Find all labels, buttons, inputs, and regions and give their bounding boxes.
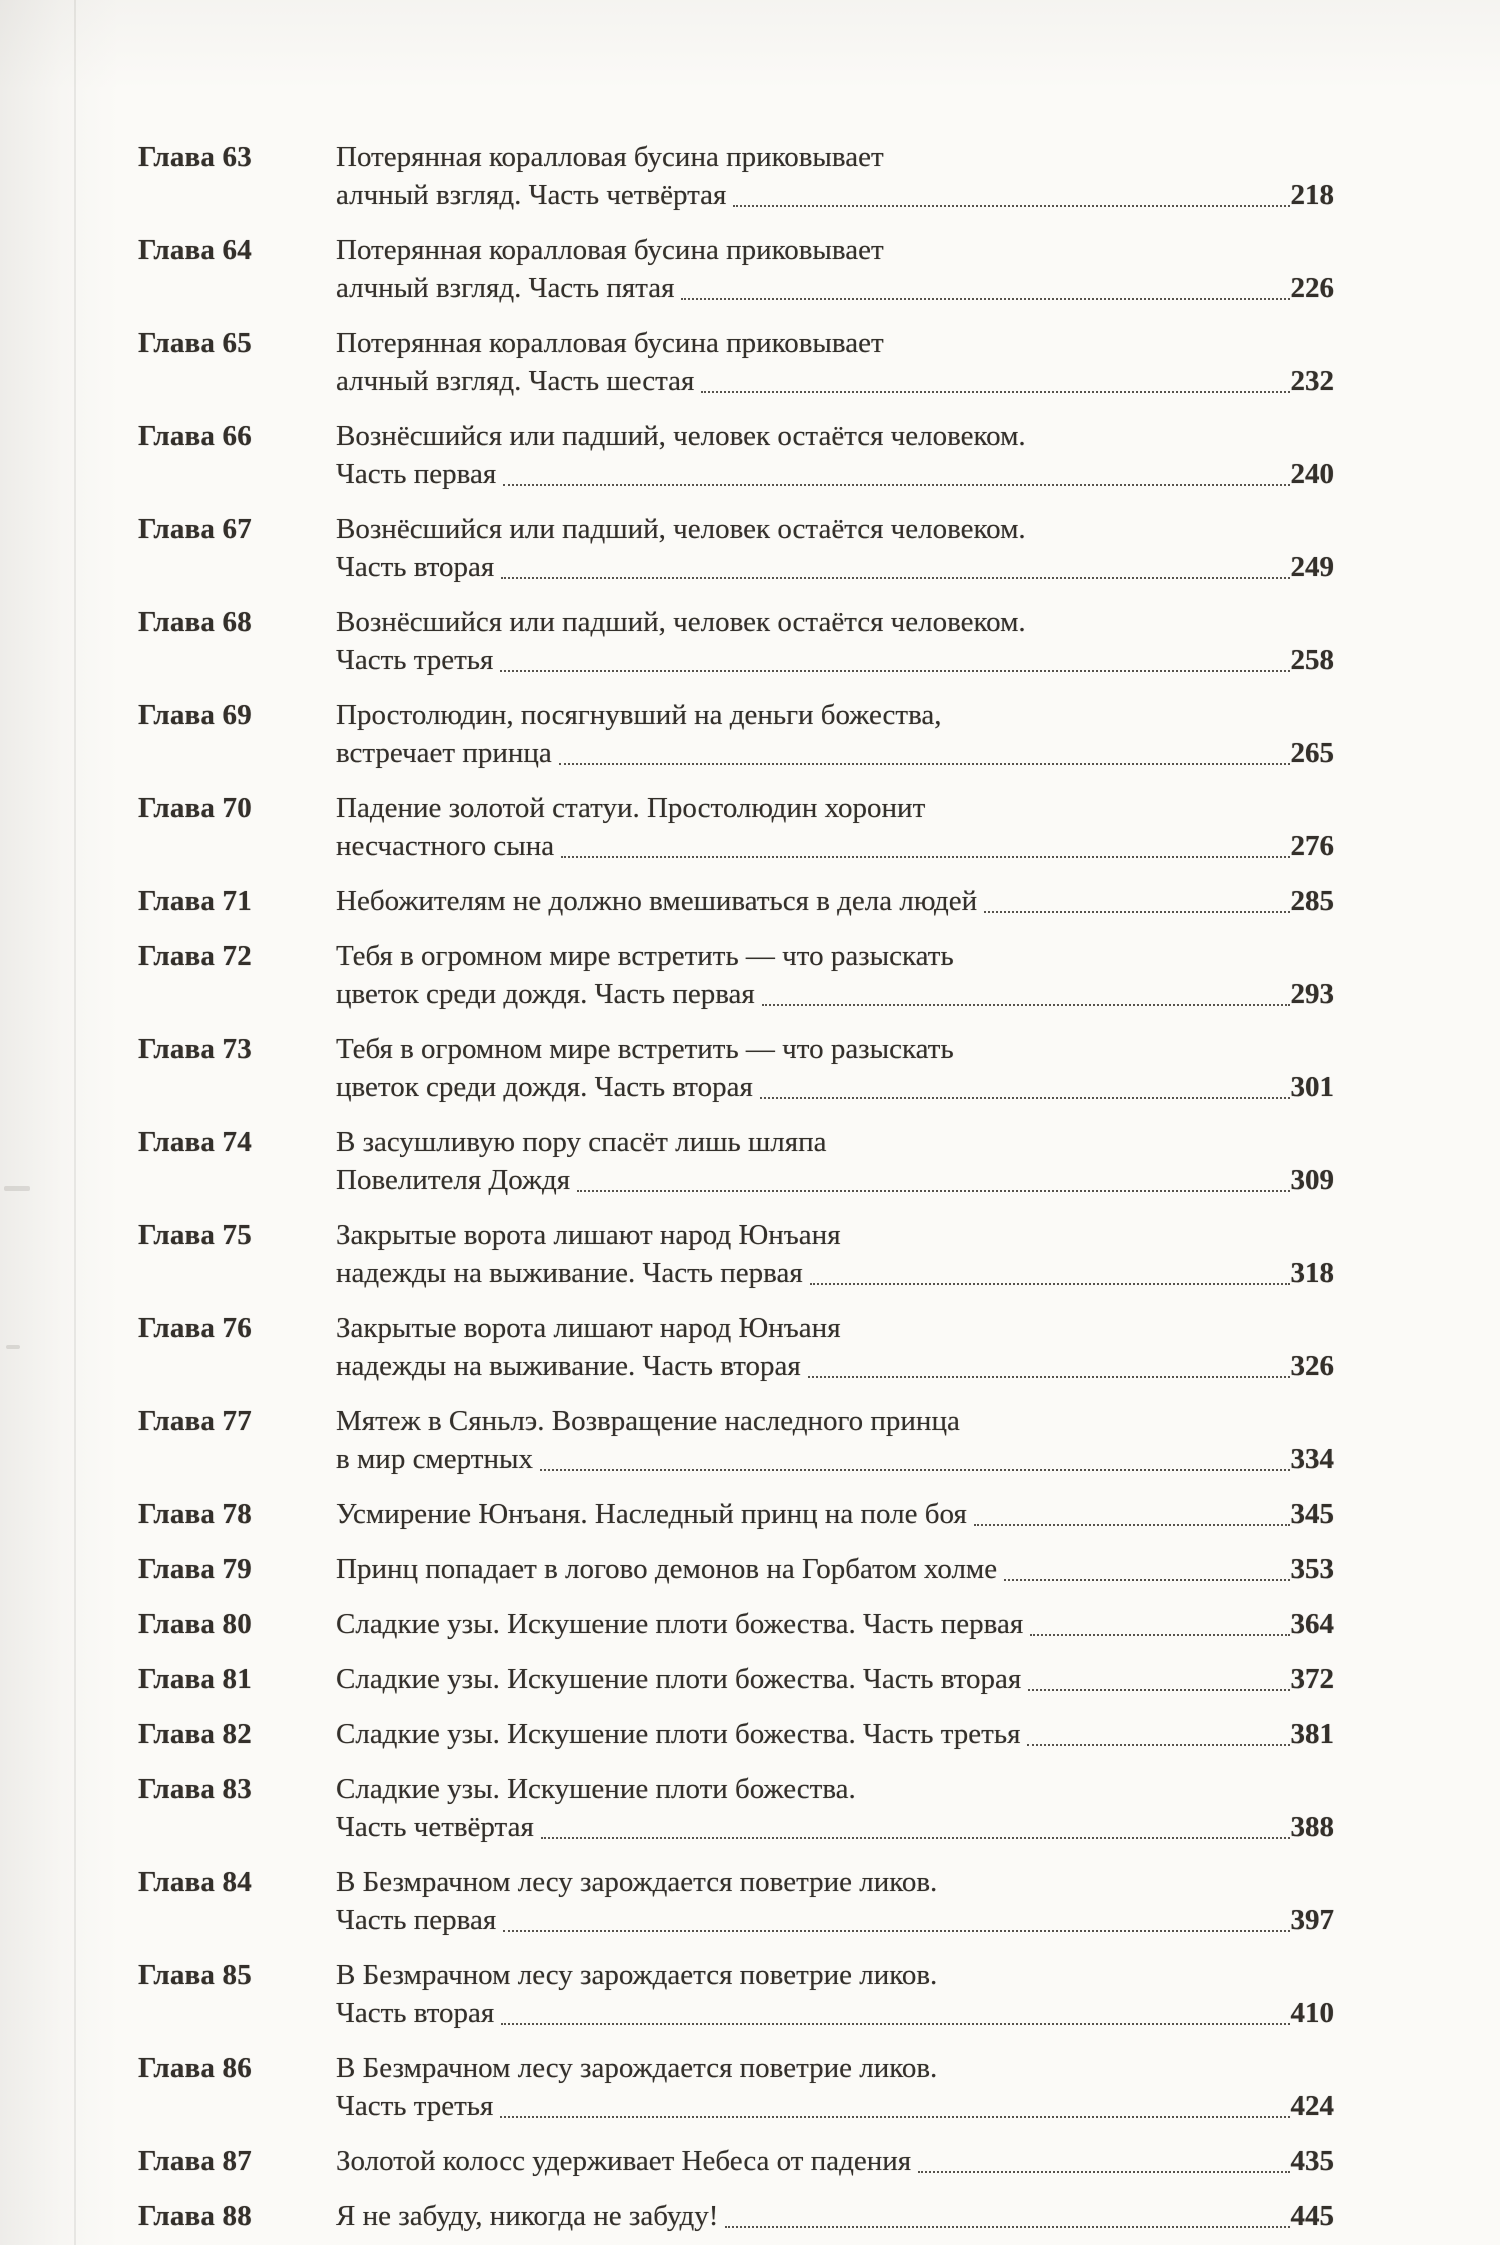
toc-entry bbox=[138, 417, 1334, 493]
toc-entry bbox=[138, 138, 1334, 214]
title-line bbox=[336, 1495, 1334, 1533]
page-number: 318 bbox=[1290, 1257, 1334, 1289]
toc-entry bbox=[138, 1770, 1334, 1846]
dot-leader bbox=[1030, 1634, 1289, 1636]
chapter-label: Глава 63 bbox=[138, 141, 252, 173]
entry-title bbox=[336, 1605, 1334, 1643]
chapter-label: Глава 67 bbox=[138, 513, 252, 545]
page-number: 424 bbox=[1290, 2090, 1334, 2122]
entry-title bbox=[336, 937, 1334, 1013]
title-line bbox=[336, 1347, 1334, 1385]
dot-leader bbox=[503, 1930, 1289, 1932]
toc-entry bbox=[138, 2197, 1334, 2235]
entry-title bbox=[336, 1123, 1334, 1199]
scan-artifact bbox=[4, 1186, 30, 1191]
scan-artifact bbox=[6, 1345, 20, 1349]
dot-leader bbox=[810, 1283, 1290, 1285]
page-number: 381 bbox=[1290, 1718, 1334, 1750]
entry-title bbox=[336, 2197, 1334, 2235]
dot-leader bbox=[500, 670, 1289, 672]
toc-entry bbox=[138, 1402, 1334, 1478]
entry-title bbox=[336, 1770, 1334, 1846]
entry-title bbox=[336, 882, 1334, 920]
page-number: 353 bbox=[1290, 1553, 1334, 1585]
title-line bbox=[336, 1901, 1334, 1939]
toc-entry bbox=[138, 1715, 1334, 1753]
page-number: 240 bbox=[1290, 458, 1334, 490]
entry-title bbox=[336, 696, 1334, 772]
title-line: Мятеж в Сяньлэ. Возвращение наследного принца bbox=[336, 1405, 960, 1437]
dot-leader bbox=[681, 298, 1289, 300]
title-text: Усмирение Юнъаня. Наследный принц на поле боя bbox=[336, 1498, 967, 1530]
page-number: 265 bbox=[1290, 737, 1334, 769]
title-line bbox=[336, 1994, 1334, 2032]
page-number: 345 bbox=[1290, 1498, 1334, 1530]
title-text: встречает принца bbox=[336, 737, 552, 769]
toc-entry bbox=[138, 2049, 1334, 2125]
entry-title bbox=[336, 138, 1334, 214]
title-line: Потерянная коралловая бусина приковывает bbox=[336, 234, 884, 266]
title-text: Часть вторая bbox=[336, 551, 495, 583]
dot-leader bbox=[984, 911, 1289, 913]
entry-title bbox=[336, 1956, 1334, 2032]
entry-title bbox=[336, 1550, 1334, 1588]
chapter-label: Глава 79 bbox=[138, 1553, 252, 1585]
title-text: Часть третья bbox=[336, 644, 494, 676]
toc-entry bbox=[138, 324, 1334, 400]
page-number: 410 bbox=[1290, 1997, 1334, 2029]
title-line: Вознёсшийся или падший, человек остаётся человеком. bbox=[336, 606, 1026, 638]
page-number: 435 bbox=[1290, 2145, 1334, 2177]
page-number: 388 bbox=[1290, 1811, 1334, 1843]
dot-leader bbox=[918, 2171, 1289, 2173]
chapter-label: Глава 85 bbox=[138, 1959, 252, 1991]
title-text: Повелителя Дождя bbox=[336, 1164, 571, 1196]
dot-leader bbox=[762, 1004, 1290, 1006]
dot-leader bbox=[808, 1376, 1290, 1378]
title-text: надежды на выживание. Часть вторая bbox=[336, 1350, 801, 1382]
title-text: Принц попадает в логово демонов на Горбатом холме bbox=[336, 1553, 998, 1585]
toc-entry bbox=[138, 510, 1334, 586]
page-number: 258 bbox=[1290, 644, 1334, 676]
page-number: 218 bbox=[1290, 179, 1334, 211]
toc-entry bbox=[138, 1495, 1334, 1533]
chapter-label: Глава 73 bbox=[138, 1033, 252, 1065]
chapter-label: Глава 80 bbox=[138, 1608, 252, 1640]
title-line bbox=[336, 1254, 1334, 1292]
dot-leader bbox=[1028, 1689, 1289, 1691]
title-line bbox=[336, 734, 1334, 772]
title-text: цветок среди дождя. Часть первая bbox=[336, 978, 755, 1010]
chapter-label: Глава 82 bbox=[138, 1718, 252, 1750]
title-line: Закрытые ворота лишают народ Юнъаня bbox=[336, 1312, 841, 1344]
dot-leader bbox=[561, 856, 1289, 858]
toc-entry bbox=[138, 1956, 1334, 2032]
chapter-label: Глава 71 bbox=[138, 885, 252, 917]
toc-entry bbox=[138, 789, 1334, 865]
title-text: Сладкие узы. Искушение плоти божества. Часть первая bbox=[336, 1608, 1024, 1640]
page-number: 301 bbox=[1290, 1071, 1334, 1103]
title-text: Небожителям не должно вмешиваться в дела людей bbox=[336, 885, 978, 917]
title-line bbox=[336, 1161, 1334, 1199]
title-line: Тебя в огромном мире встретить — что разыскать bbox=[336, 1033, 954, 1065]
title-line: В Безмрачном лесу зарождается поветрие ликов. bbox=[336, 2052, 938, 2084]
title-text: алчный взгляд. Часть шестая bbox=[336, 365, 695, 397]
entry-title bbox=[336, 231, 1334, 307]
toc-entry bbox=[138, 696, 1334, 772]
page-number: 372 bbox=[1290, 1663, 1334, 1695]
title-line bbox=[336, 455, 1334, 493]
title-text: Сладкие узы. Искушение плоти божества. Часть вторая bbox=[336, 1663, 1022, 1695]
title-text: Я не забуду, никогда не забуду! bbox=[336, 2200, 719, 2232]
page-number: 293 bbox=[1290, 978, 1334, 1010]
title-line bbox=[336, 548, 1334, 586]
title-line bbox=[336, 882, 1334, 920]
dot-leader bbox=[500, 2116, 1289, 2118]
title-line bbox=[336, 269, 1334, 307]
title-line: В Безмрачном лесу зарождается поветрие ликов. bbox=[336, 1959, 938, 1991]
entry-title bbox=[336, 1863, 1334, 1939]
title-line bbox=[336, 2087, 1334, 2125]
page-number: 326 bbox=[1290, 1350, 1334, 1382]
title-line: В Безмрачном лесу зарождается поветрие ликов. bbox=[336, 1866, 938, 1898]
title-text: цветок среди дождя. Часть вторая bbox=[336, 1071, 753, 1103]
page-number: 309 bbox=[1290, 1164, 1334, 1196]
title-line bbox=[336, 176, 1334, 214]
chapter-label: Глава 74 bbox=[138, 1126, 252, 1158]
entry-title bbox=[336, 603, 1334, 679]
dot-leader bbox=[503, 484, 1289, 486]
entry-title bbox=[336, 510, 1334, 586]
dot-leader bbox=[725, 2226, 1289, 2228]
toc-entry bbox=[138, 1660, 1334, 1698]
chapter-label: Глава 69 bbox=[138, 699, 252, 731]
dot-leader bbox=[733, 205, 1289, 207]
title-text: Часть третья bbox=[336, 2090, 494, 2122]
toc-entry bbox=[138, 882, 1334, 920]
chapter-label: Глава 87 bbox=[138, 2145, 252, 2177]
page-number: 445 bbox=[1290, 2200, 1334, 2232]
toc-entry bbox=[138, 1863, 1334, 1939]
title-line: Простолюдин, посягнувший на деньги божества, bbox=[336, 699, 942, 731]
title-text: в мир смертных bbox=[336, 1443, 533, 1475]
title-line bbox=[336, 827, 1334, 865]
title-line: Потерянная коралловая бусина приковывает bbox=[336, 327, 884, 359]
title-line bbox=[336, 1660, 1334, 1698]
title-text: алчный взгляд. Часть четвёртая bbox=[336, 179, 727, 211]
toc-entry bbox=[138, 1123, 1334, 1199]
chapter-label: Глава 86 bbox=[138, 2052, 252, 2084]
chapter-label: Глава 88 bbox=[138, 2200, 252, 2232]
dot-leader bbox=[540, 1469, 1290, 1471]
title-line bbox=[336, 1550, 1334, 1588]
dot-leader bbox=[559, 763, 1290, 765]
title-text: Часть четвёртая bbox=[336, 1811, 534, 1843]
entry-title bbox=[336, 417, 1334, 493]
title-text: надежды на выживание. Часть первая bbox=[336, 1257, 803, 1289]
chapter-label: Глава 83 bbox=[138, 1773, 252, 1805]
chapter-label: Глава 70 bbox=[138, 792, 252, 824]
title-line bbox=[336, 1605, 1334, 1643]
page-number: 334 bbox=[1290, 1443, 1334, 1475]
title-line bbox=[336, 641, 1334, 679]
toc-entry bbox=[138, 1216, 1334, 1292]
chapter-label: Глава 75 bbox=[138, 1219, 252, 1251]
entry-title bbox=[336, 2142, 1334, 2180]
title-text: алчный взгляд. Часть пятая bbox=[336, 272, 675, 304]
dot-leader bbox=[501, 577, 1289, 579]
toc-entry bbox=[138, 1030, 1334, 1106]
title-line: Тебя в огромном мире встретить — что разыскать bbox=[336, 940, 954, 972]
scan-gutter-shadow bbox=[74, 0, 76, 2245]
title-line: В засушливую пору спасёт лишь шляпа bbox=[336, 1126, 827, 1158]
chapter-label: Глава 81 bbox=[138, 1663, 252, 1695]
toc-entry bbox=[138, 231, 1334, 307]
toc-entry bbox=[138, 937, 1334, 1013]
table-of-contents bbox=[138, 138, 1334, 2245]
entry-title bbox=[336, 1309, 1334, 1385]
title-line bbox=[336, 1440, 1334, 1478]
title-text: Часть первая bbox=[336, 1904, 497, 1936]
title-text: Часть вторая bbox=[336, 1997, 495, 2029]
entry-title bbox=[336, 324, 1334, 400]
entry-title bbox=[336, 1030, 1334, 1106]
toc-entry bbox=[138, 1550, 1334, 1588]
entry-title bbox=[336, 1495, 1334, 1533]
title-line bbox=[336, 1715, 1334, 1753]
chapter-label: Глава 65 bbox=[138, 327, 252, 359]
dot-leader bbox=[974, 1524, 1290, 1526]
entry-title bbox=[336, 1715, 1334, 1753]
title-line: Вознёсшийся или падший, человек остаётся человеком. bbox=[336, 420, 1026, 452]
chapter-label: Глава 68 bbox=[138, 606, 252, 638]
page-number: 249 bbox=[1290, 551, 1334, 583]
title-line: Закрытые ворота лишают народ Юнъаня bbox=[336, 1219, 841, 1251]
page-number: 276 bbox=[1290, 830, 1334, 862]
entry-title bbox=[336, 2049, 1334, 2125]
title-line bbox=[336, 362, 1334, 400]
dot-leader bbox=[501, 2023, 1289, 2025]
entry-title bbox=[336, 1660, 1334, 1698]
title-line bbox=[336, 1808, 1334, 1846]
title-line bbox=[336, 2197, 1334, 2235]
chapter-label: Глава 77 bbox=[138, 1405, 252, 1437]
toc-entry bbox=[138, 603, 1334, 679]
page-number: 226 bbox=[1290, 272, 1334, 304]
chapter-label: Глава 64 bbox=[138, 234, 252, 266]
dot-leader bbox=[1004, 1579, 1289, 1581]
dot-leader bbox=[577, 1190, 1289, 1192]
chapter-label: Глава 78 bbox=[138, 1498, 252, 1530]
title-line: Потерянная коралловая бусина приковывает bbox=[336, 141, 884, 173]
title-line bbox=[336, 975, 1334, 1013]
chapter-label: Глава 66 bbox=[138, 420, 252, 452]
title-text: Золотой колосс удерживает Небеса от падения bbox=[336, 2145, 912, 2177]
entry-title bbox=[336, 789, 1334, 865]
dot-leader bbox=[760, 1097, 1290, 1099]
chapter-label: Глава 72 bbox=[138, 940, 252, 972]
page-number: 285 bbox=[1290, 885, 1334, 917]
dot-leader bbox=[541, 1837, 1290, 1839]
toc-entry bbox=[138, 1605, 1334, 1643]
toc-entry bbox=[138, 2142, 1334, 2180]
page-number: 397 bbox=[1290, 1904, 1334, 1936]
title-line bbox=[336, 1068, 1334, 1106]
title-line bbox=[336, 2142, 1334, 2180]
title-line: Падение золотой статуи. Простолюдин хоронит bbox=[336, 792, 926, 824]
entry-title bbox=[336, 1216, 1334, 1292]
dot-leader bbox=[1027, 1744, 1289, 1746]
title-line: Вознёсшийся или падший, человек остаётся человеком. bbox=[336, 513, 1026, 545]
entry-title bbox=[336, 1402, 1334, 1478]
title-text: несчастного сына bbox=[336, 830, 555, 862]
title-text: Сладкие узы. Искушение плоти божества. Часть третья bbox=[336, 1718, 1021, 1750]
dot-leader bbox=[701, 391, 1289, 393]
page-number: 232 bbox=[1290, 365, 1334, 397]
chapter-label: Глава 76 bbox=[138, 1312, 252, 1344]
title-line: Сладкие узы. Искушение плоти божества. bbox=[336, 1773, 856, 1805]
page-number: 364 bbox=[1290, 1608, 1334, 1640]
title-text: Часть первая bbox=[336, 458, 497, 490]
chapter-label: Глава 84 bbox=[138, 1866, 252, 1898]
toc-entry bbox=[138, 1309, 1334, 1385]
